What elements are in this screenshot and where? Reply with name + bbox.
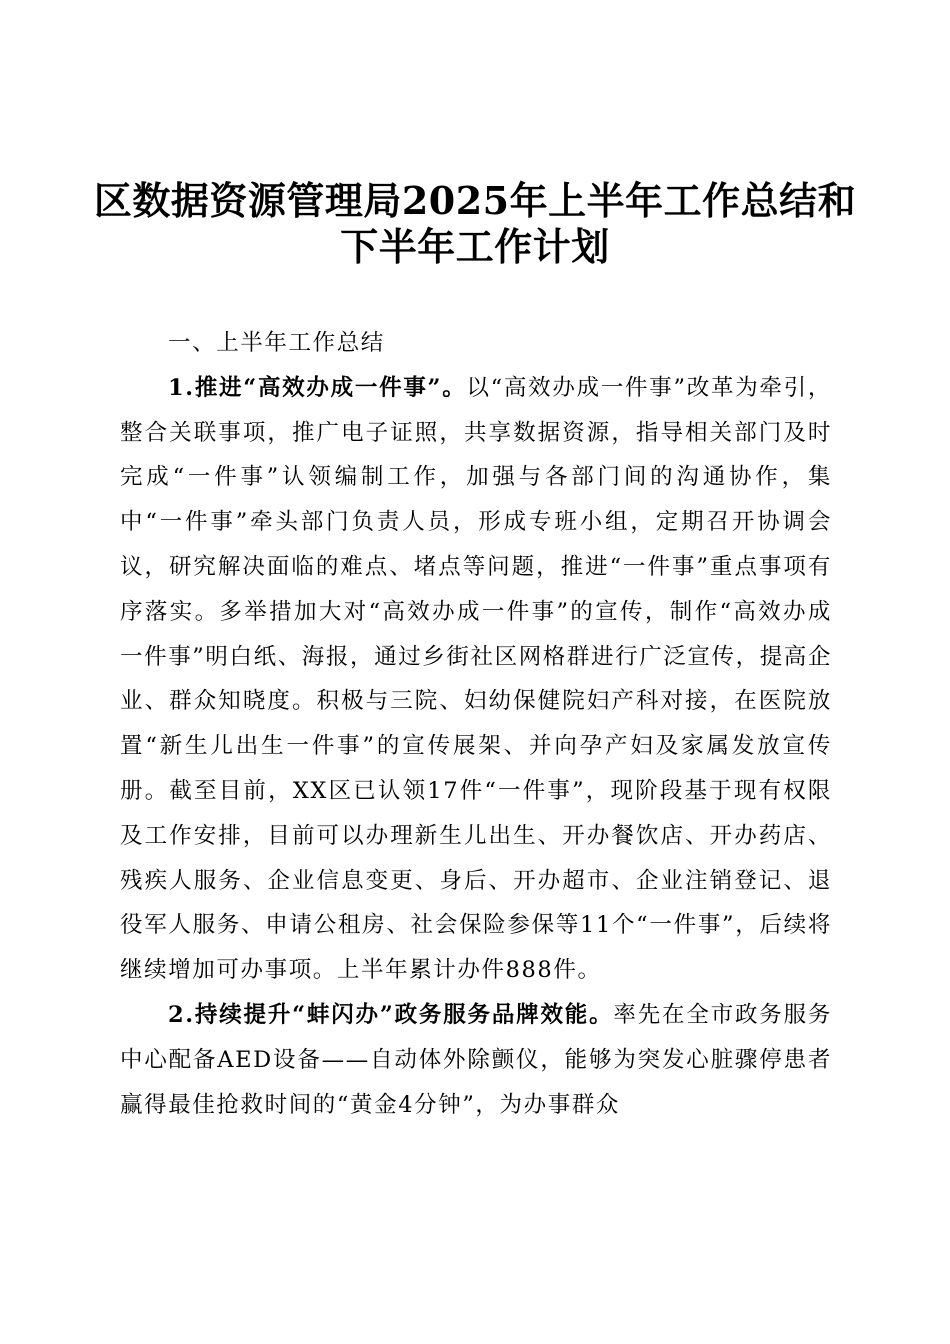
title-line-1: 区数据资源管理局2025年上半年工作总结和: [93, 178, 857, 223]
paragraph-item-1: [120, 366, 832, 993]
section-heading: 一、上半年工作总结: [168, 330, 385, 356]
document-body: [120, 321, 832, 1127]
item-1-lead: 1.推进“高效办成一件事”。: [168, 374, 467, 401]
document-title: [80, 178, 870, 270]
title-line-2: 下半年工作计划: [340, 224, 610, 269]
item-2-text: 率先在全市政务服务中心配备AED设备——自动体外除颤仪，能够为突发心脏骤停患者赢得最佳抢救时间的“黄金4分钟”，为办事群众: [120, 1001, 833, 1118]
item-1-text: 以“高效办成一件事”改革为牵引，整合关联事项，推广电子证照，共享数据资源，指导相关部门及时完成“一件事”认领编制工作，加强与各部门间的沟通协作，集中“一件事”牵头部门负责人员，形成专班小组，定期召开协调会议，研究解决面临的难点、堵点等问题，推进“一件事”重点事项有序落实。多举措加大对“高效办成一件事”的宣传，制作“高效办成一件事”明白纸、海报，通过乡街社区网格群进行广泛宣传，提高企业、群众知晓度。积极与三院、妇幼保健院妇产科对接，在医院放置“新生儿出生一件事”的宣传展架、并向孕产妇及家属发放宣传册。截至目前，XX区已认领17件“一件事”，现阶段基于现有权限及工作安排，目前可以办理新生儿出生、开办餐饮店、开办药店、残疾人服务、企业信息变更、身后、开办超市、企业注销登记、退役军人服务、申请公租房、社会保险参保等11个“一件事”，后续将继续增加可办事项。上半年累计办件888件。: [120, 374, 833, 984]
item-2-lead: 2.持续提升“蚌闪办”政务服务品牌效能。: [168, 1001, 614, 1028]
paragraph-item-2: [120, 993, 832, 1127]
